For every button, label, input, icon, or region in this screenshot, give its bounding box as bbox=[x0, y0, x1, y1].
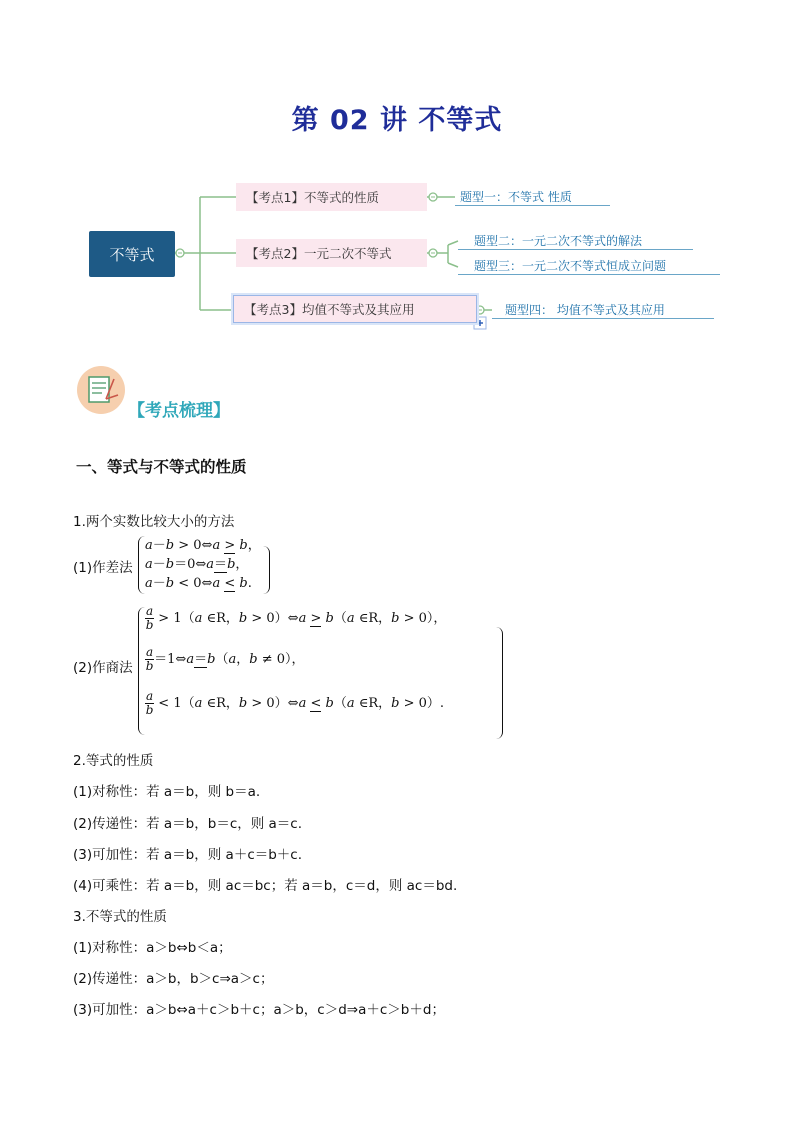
quot-case-1: $\frac{a}{b}$ > 1（a ∈R，b > 0）⇔a > b（a ∈R，b > 0）， bbox=[145, 604, 447, 632]
sub-underline bbox=[458, 274, 720, 275]
mindmap-root[interactable]: 不等式 bbox=[89, 231, 175, 277]
diff-method-label: (1)作差法 bbox=[73, 560, 133, 576]
sub-underline bbox=[492, 318, 714, 319]
mindmap-sub-1[interactable]: 题型一：不等式 性质 bbox=[460, 190, 572, 204]
sub-underline bbox=[458, 249, 693, 250]
paragraph-heading: 1.两个实数比较大小的方法 bbox=[73, 514, 235, 530]
sub-underline bbox=[455, 205, 610, 206]
quot-case-2: $\frac{a}{b}$ ＝1⇔a＝b（a，b ≠ 0）， bbox=[145, 645, 305, 673]
mindmap-sub-3[interactable]: 题型三：一元二次不等式恒成立问题 bbox=[474, 259, 667, 273]
mindmap-topic-2[interactable]: 【考点2】一元二次不等式 bbox=[236, 239, 427, 267]
mindmap-sub-2[interactable]: 题型二：一元二次不等式的解法 bbox=[474, 234, 643, 248]
list-item: (2)传递性：a＞b，b＞c⇒a＞c； bbox=[73, 971, 274, 987]
section-badge: 【考点梳理】 bbox=[128, 401, 230, 421]
paragraph-heading: 2.等式的性质 bbox=[73, 753, 154, 769]
right-brace bbox=[496, 627, 503, 739]
list-item: (1)对称性：a＞b⇔b＜a； bbox=[73, 940, 232, 956]
quot-method-label: (2)作商法 bbox=[73, 660, 133, 676]
quot-case-3: $\frac{a}{b}$ < 1（a ∈R，b > 0）⇔a < b（a ∈R，b > 0）. bbox=[145, 689, 445, 717]
section-heading: 一、等式与不等式的性质 bbox=[76, 458, 247, 476]
notebook-icon bbox=[76, 365, 126, 415]
left-brace bbox=[138, 607, 145, 735]
list-item: (2)传递性：若 a＝b，b＝c，则 a＝c. bbox=[73, 816, 303, 832]
paragraph-heading: 3.不等式的性质 bbox=[73, 909, 167, 925]
list-item: (4)可乘性：若 a＝b，则 ac＝bc；若 a＝b，c＝d，则 ac＝bd. bbox=[73, 878, 458, 894]
page-title: 第 02 讲 不等式 bbox=[291, 105, 503, 136]
mindmap-topic-3[interactable]: 【考点3】均值不等式及其应用 bbox=[233, 295, 477, 323]
list-item: (3)可加性：若 a＝b，则 a＋c＝b＋c. bbox=[73, 847, 303, 863]
list-item: (1)对称性：若 a＝b，则 b＝a. bbox=[73, 784, 261, 800]
diff-cases: a－b > 0⇔a > b， a－b＝0⇔a＝b， a－b < 0⇔a < b. bbox=[145, 538, 261, 591]
mindmap-topic-1[interactable]: 【考点1】不等式的性质 bbox=[236, 183, 427, 211]
right-brace bbox=[263, 546, 270, 594]
left-brace bbox=[138, 536, 145, 594]
mindmap-sub-4[interactable]: 题型四： 均值不等式及其应用 bbox=[505, 303, 665, 317]
list-item: (3)可加性：a＞b⇔a＋c＞b＋c；a＞b，c＞d⇒a＋c＞b＋d； bbox=[73, 1002, 445, 1018]
